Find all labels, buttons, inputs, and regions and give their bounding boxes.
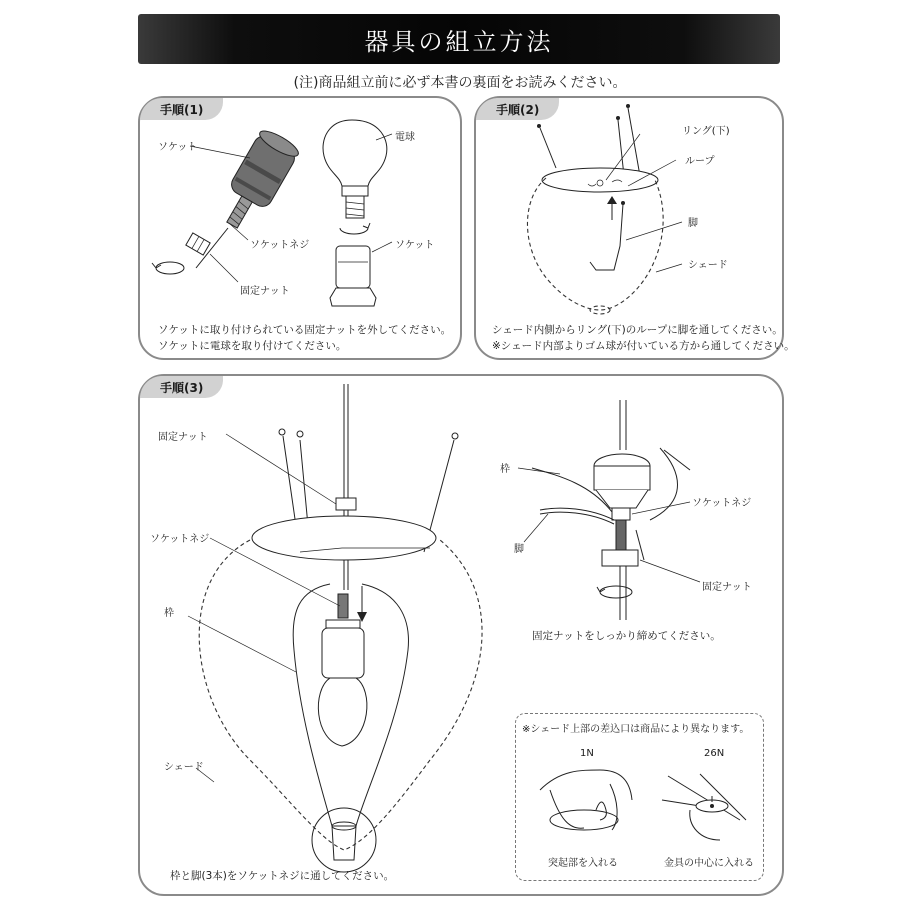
- inset-note: ※シェード上部の差込口は商品により異なります。: [522, 724, 750, 735]
- step3-label-fixing-nut: 固定ナット: [158, 432, 208, 443]
- step3-caption-right: 固定ナットをしっかり締めてください。: [532, 630, 721, 642]
- step2-label-loop: ループ: [685, 156, 715, 167]
- step3-label-socket-screw-right: ソケットネジ: [692, 498, 752, 509]
- step2-label-shade: シェード: [688, 260, 728, 271]
- step3-label-leg-right: 脚: [514, 544, 524, 555]
- step2-caption-2: ※シェード内部よりゴム球が付いている方から通してください。: [492, 340, 795, 352]
- step1-label-bulb: 電球: [395, 132, 415, 143]
- step2-label-leg: 脚: [688, 218, 698, 229]
- page-title: 器具の組立方法: [138, 14, 780, 64]
- inset-left-title: 1N: [580, 748, 594, 759]
- step3-caption-main: 枠と脚(3本)をソケットネジに通してください。: [170, 870, 395, 882]
- step1-caption-2: ソケットに電球を取り付けてください。: [158, 340, 347, 352]
- step2-caption-1: シェード内側からリング(下)のループに脚を通してください。: [492, 324, 783, 336]
- step3-heading: 手順(3): [140, 376, 223, 398]
- step1-label-socket-right: ソケット: [395, 240, 435, 251]
- step2-label-ring: リング(下): [682, 126, 730, 137]
- step1-label-fixing-nut: 固定ナット: [240, 286, 290, 297]
- step3-label-frame: 枠: [164, 608, 174, 619]
- step1-label-socket-screw: ソケットネジ: [250, 240, 310, 251]
- reading-note: (注)商品組立前に必ず本書の裏面をお読みください。: [293, 75, 627, 91]
- step2-heading: 手順(2): [476, 98, 559, 120]
- step1-label-socket: ソケット: [158, 142, 198, 153]
- step1-caption-1: ソケットに取り付けられている固定ナットを外してください。: [158, 324, 452, 336]
- step3-label-frame-right: 枠: [500, 464, 510, 475]
- step1-heading: 手順(1): [140, 98, 223, 120]
- step3-label-shade: シェード: [164, 762, 204, 773]
- inset-right-caption: 金具の中心に入れる: [664, 858, 754, 869]
- step3-label-socket-screw: ソケットネジ: [150, 534, 210, 545]
- inset-left-caption: 突起部を入れる: [548, 858, 618, 869]
- inset-right-title: 26N: [704, 748, 725, 759]
- step3-label-fixing-nut-right: 固定ナット: [702, 582, 752, 593]
